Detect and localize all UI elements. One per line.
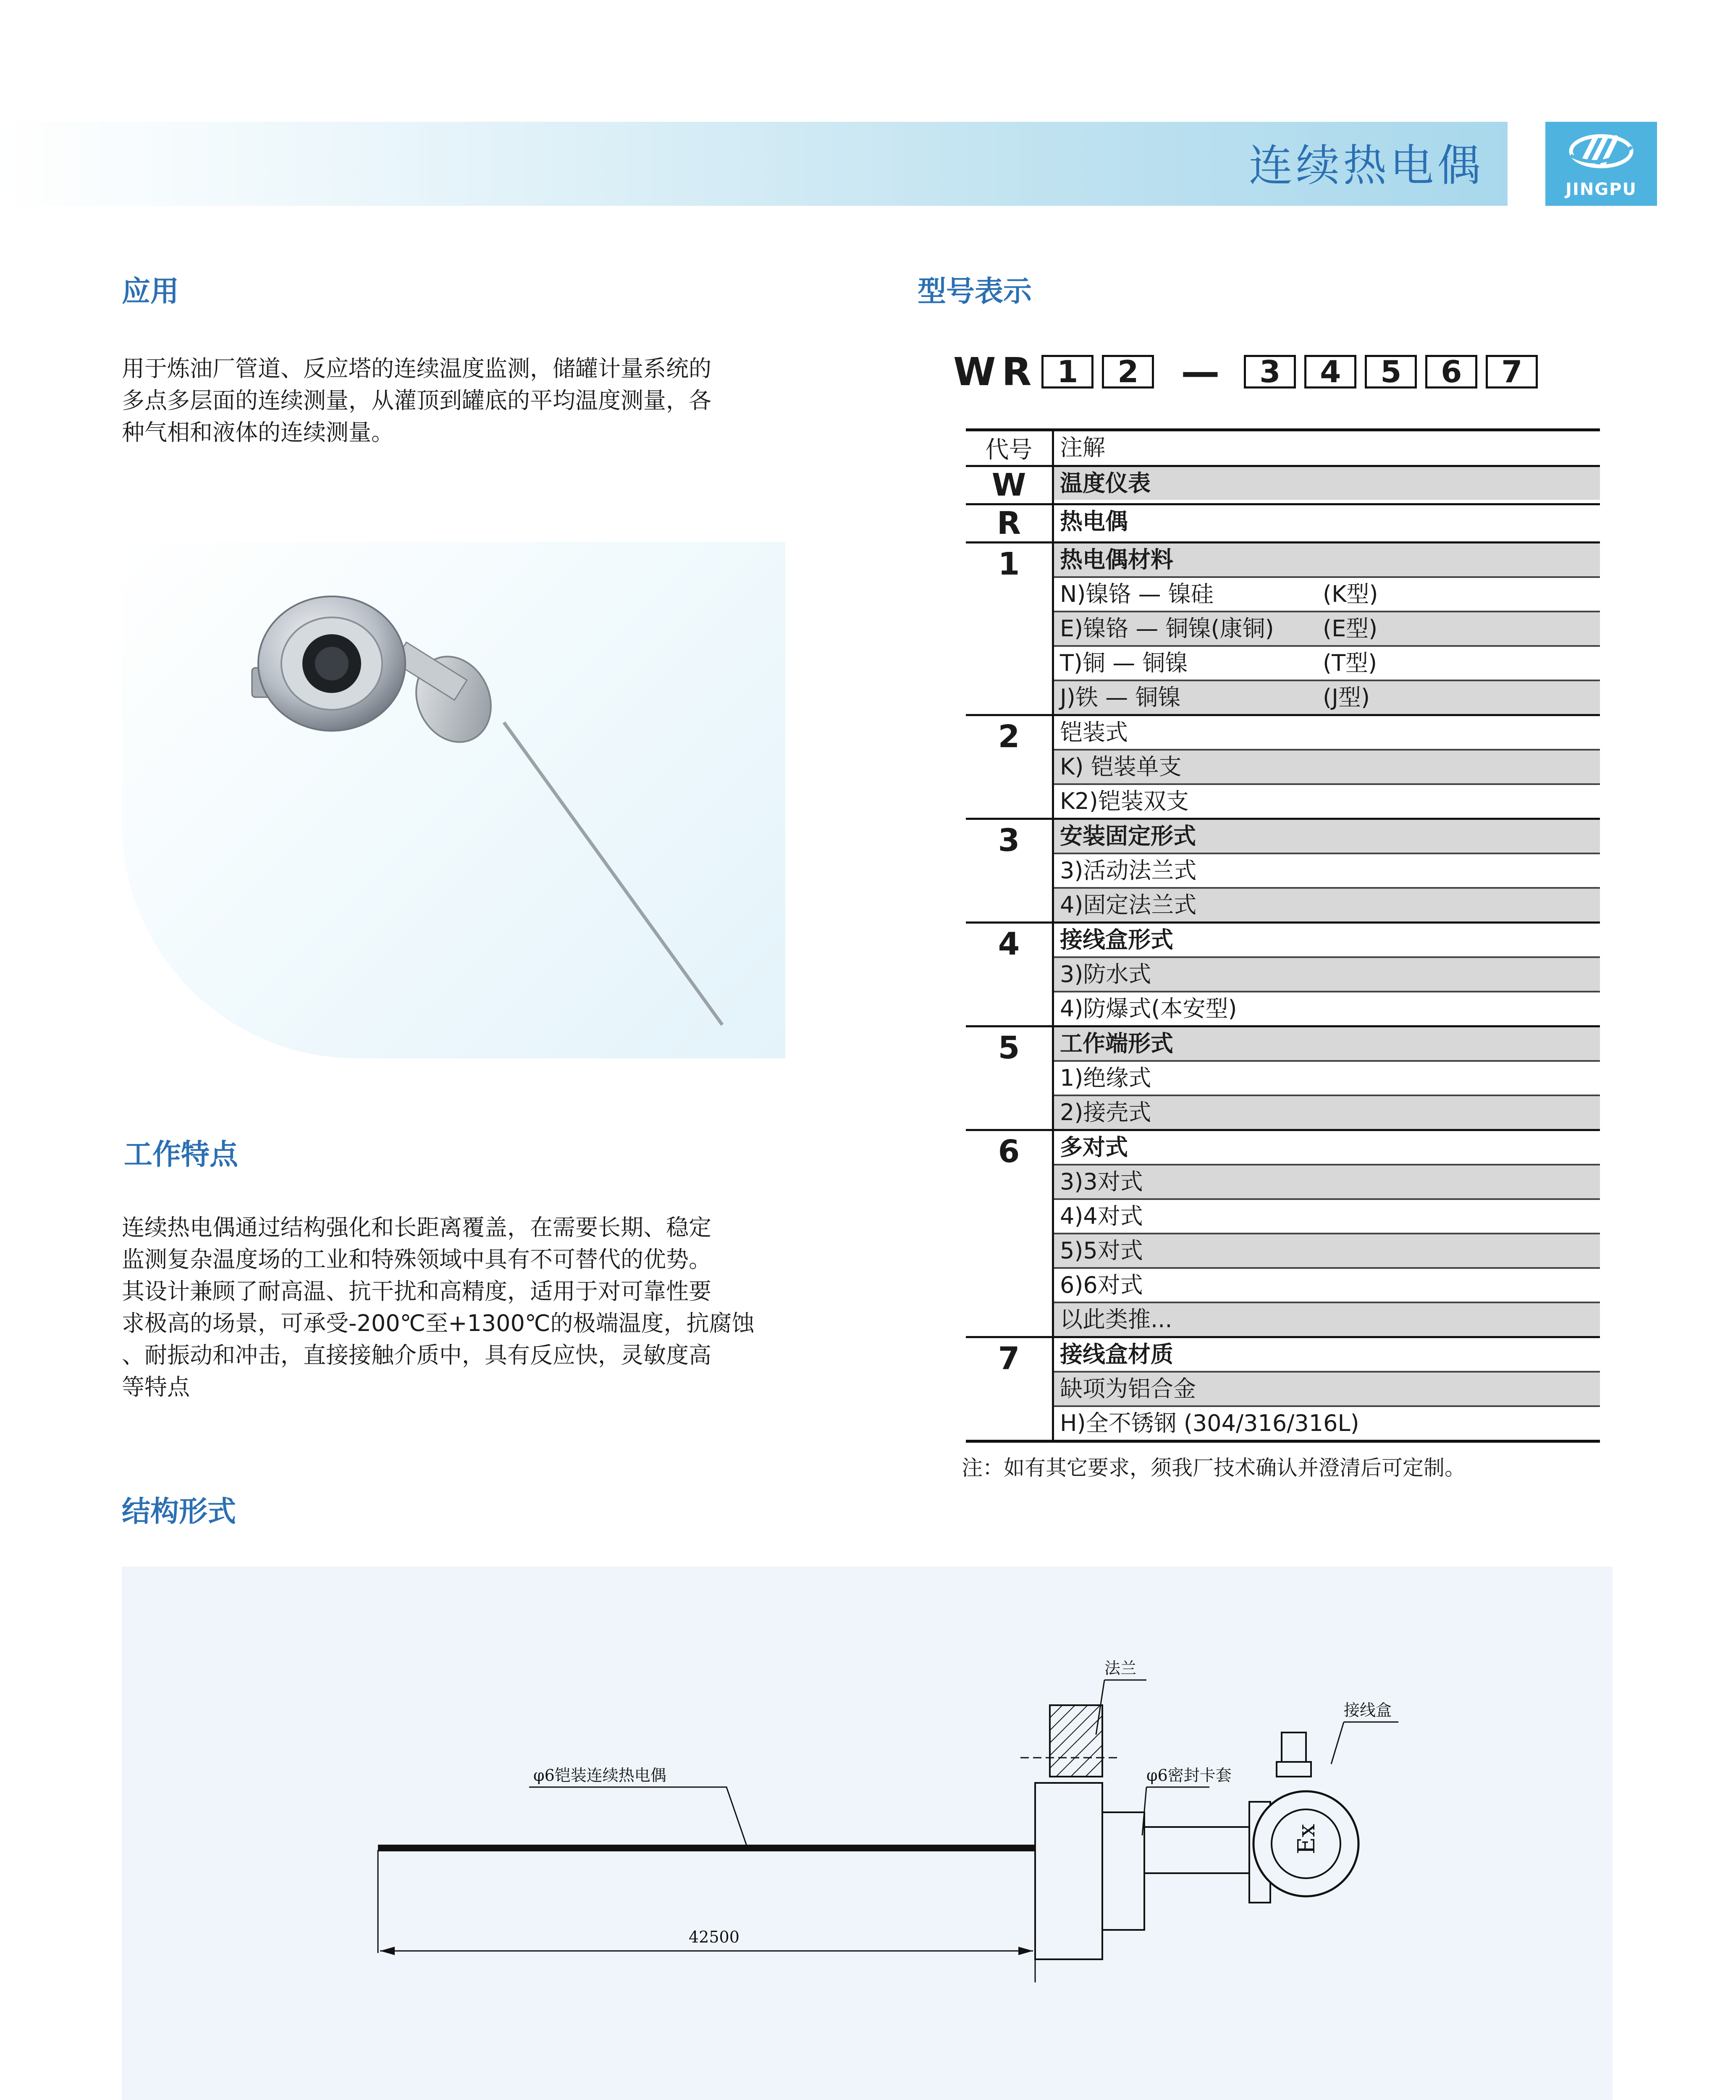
seal-label: φ6密封卡套 (1146, 1766, 1232, 1785)
code-box: 7 (1486, 355, 1538, 388)
table-row: K2)铠装双支 (1060, 788, 1189, 814)
features-line: 等特点 (122, 1374, 190, 1400)
section-title-application: 应用 (122, 275, 179, 308)
features-line: 其设计兼顾了耐高温、抗干扰和高精度，适用于对可靠性要 (122, 1278, 711, 1305)
table-code: 7 (966, 1338, 1054, 1440)
code-dash: — (1181, 349, 1220, 394)
table-row: 以此类推... (1054, 1303, 1600, 1336)
table-row: K) 铠装单支 (1054, 751, 1600, 785)
thermocouple-type: (J型) (1323, 684, 1370, 711)
logo-text: JINGPU (1566, 180, 1637, 199)
application-line: 多点多层面的连续测量，从灌顶到罐底的平均温度测量，各 (122, 387, 711, 414)
table-row: 3)防水式 (1054, 958, 1600, 992)
features-line: 求极高的场景，可承受-200℃至+1300℃的极端温度，抗腐蚀 (122, 1310, 755, 1336)
table-row-text: T)铜 — 铜镍 (1060, 650, 1188, 676)
table-group-4 (966, 924, 1600, 1027)
table-row: 接线盒材质 (1054, 1338, 1600, 1373)
code-box: 4 (1304, 355, 1356, 388)
features-line: 、耐振动和冲击，直接接触介质中，具有反应快，灵敏度高 (122, 1342, 711, 1368)
table-row: 接线盒形式 (1054, 924, 1600, 958)
company-logo (1545, 122, 1657, 206)
table-code: 3 (966, 820, 1054, 921)
table-row: 铠装式 (1054, 716, 1600, 751)
table-row: 热电偶 (1060, 508, 1128, 535)
code-box: 1 (1041, 355, 1094, 388)
flange-label: 法兰 (1104, 1659, 1137, 1677)
table-group-6 (966, 1131, 1600, 1338)
structure-drawing (122, 1567, 1613, 2100)
table-row: 温度仪表 (1054, 467, 1600, 500)
jingpu-logo-icon (1566, 129, 1636, 176)
features-line: 连续热电偶通过结构强化和长距离覆盖，在需要长期、稳定 (122, 1214, 711, 1241)
table-group-1 (966, 543, 1600, 716)
table-header-note: 注解 (1060, 434, 1105, 461)
table-row: 3)3对式 (1054, 1166, 1600, 1200)
code-box: 3 (1244, 355, 1296, 388)
table-group-3 (966, 820, 1600, 924)
table-row (1054, 612, 1600, 647)
table-row (1054, 647, 1600, 681)
table-header-row (966, 431, 1600, 467)
table-row: 热电偶材料 (1054, 543, 1600, 578)
table-group-2 (966, 716, 1600, 820)
table-row: 3)活动法兰式 (1054, 854, 1600, 889)
table-row-text: J)铁 — 铜镍 (1060, 684, 1181, 711)
table-note: 注：如有其它要求，须我厂技术确认并澄清后可定制。 (962, 1456, 1466, 1480)
table-group-w (966, 467, 1600, 505)
ex-label: Ex (1293, 1824, 1320, 1854)
table-row: 1)绝缘式 (1054, 1062, 1600, 1096)
thermocouple-type: (E型) (1323, 615, 1378, 642)
table-row-text: E)镍铬 — 铜镍(康铜) (1060, 615, 1274, 642)
table-code: R (966, 505, 1054, 541)
table-code: 6 (966, 1131, 1054, 1336)
table-header-code: 代号 (966, 431, 1054, 465)
table-row: 缺项为铝合金 (1054, 1373, 1600, 1407)
table-row-text: N)镍铬 — 镍硅 (1060, 581, 1214, 607)
model-code (953, 349, 1546, 395)
table-group-7 (966, 1338, 1600, 1440)
thermocouple-type: (K型) (1323, 581, 1378, 607)
table-code: W (966, 467, 1054, 503)
page-title: 连续热电偶 (1248, 140, 1484, 191)
application-line: 种气相和液体的连续测量。 (122, 419, 394, 446)
model-prefix: WR (953, 349, 1038, 394)
model-spec-table (966, 428, 1600, 1443)
table-row: 4)防爆式(本安型) (1060, 995, 1237, 1022)
table-row: 4)4对式 (1054, 1200, 1600, 1234)
thermocouple-type: (T型) (1323, 650, 1377, 676)
features-line: 监测复杂温度场的工业和特殊领域中具有不可替代的优势。 (122, 1246, 711, 1273)
table-row: 多对式 (1054, 1131, 1600, 1166)
product-photo-panel (122, 542, 785, 1058)
table-row: 2)接壳式 (1054, 1096, 1600, 1129)
table-row (1054, 578, 1600, 612)
table-row: 6)6对式 (1054, 1269, 1600, 1303)
table-group-5 (966, 1027, 1600, 1131)
code-box: 2 (1102, 355, 1154, 388)
dimension-label: 42500 (689, 1928, 740, 1946)
section-title-model: 型号表示 (918, 275, 1032, 308)
code-box: 6 (1425, 355, 1477, 388)
section-title-structure: 结构形式 (122, 1495, 236, 1528)
table-row: 5)5对式 (1054, 1234, 1600, 1269)
section-title-features: 工作特点 (124, 1138, 239, 1171)
table-code: 1 (966, 543, 1054, 714)
table-code: 5 (966, 1027, 1054, 1129)
table-group-r (966, 505, 1600, 543)
table-row: 安装固定形式 (1054, 820, 1600, 854)
product-photo (122, 542, 785, 1058)
features-text (122, 1212, 836, 1403)
table-row: H)全不锈钢 (304/316/316L) (1060, 1410, 1359, 1436)
table-row (1054, 681, 1600, 714)
code-box: 5 (1365, 355, 1417, 388)
table-code: 4 (966, 924, 1054, 1025)
thermocouple-label: φ6铠装连续热电偶 (533, 1766, 666, 1785)
application-text (122, 353, 836, 449)
table-code: 2 (966, 716, 1054, 818)
junction-box-label: 接线盒 (1344, 1701, 1392, 1719)
table-row: 4)固定法兰式 (1054, 889, 1600, 921)
application-line: 用于炼油厂管道、反应塔的连续温度监测，储罐计量系统的 (122, 355, 711, 382)
table-row: 工作端形式 (1054, 1027, 1600, 1062)
structure-drawing-panel (122, 1567, 1613, 2100)
